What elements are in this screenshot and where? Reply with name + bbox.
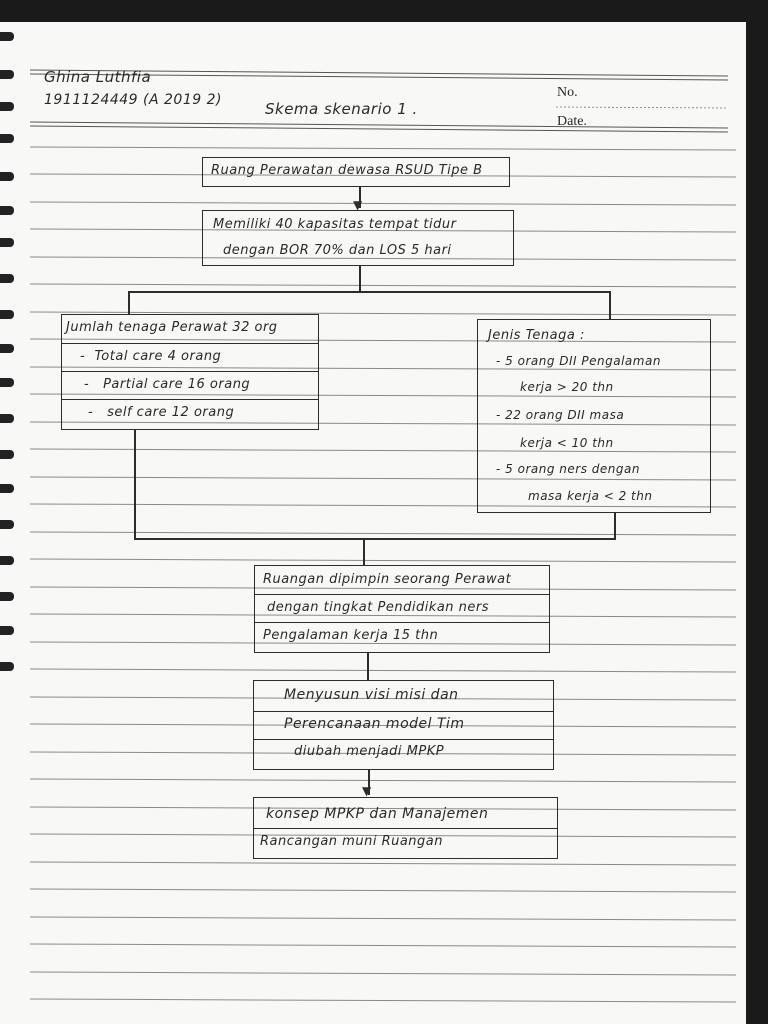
pimpin-box	[254, 565, 550, 653]
visi-misi-line: Menyusun visi misi dan	[284, 687, 459, 703]
student-id: 1911124449 (A 2019 2)	[44, 92, 222, 108]
kapasitas-box	[202, 210, 514, 266]
jumlah-item: - Total care 4 orang	[80, 349, 222, 364]
visi-misi-line: Perencanaan model Tim	[284, 716, 465, 732]
connector-line	[363, 538, 365, 566]
pimpin-line: Pengalaman kerja 15 thn	[263, 628, 439, 643]
connector-line	[367, 652, 369, 681]
connector-line	[134, 429, 136, 539]
connector-line	[359, 265, 361, 292]
date-label: Date.	[557, 114, 587, 129]
connector-line	[609, 291, 611, 319]
connector-line	[128, 291, 610, 293]
jenis-line: kerja < 10 thn	[520, 436, 614, 450]
connector-line	[614, 512, 616, 539]
jenis-line: - 22 orang DII masa	[496, 408, 625, 422]
jumlah-tenaga-box	[61, 314, 319, 430]
jenis-line: - 5 orang DII Pengalaman	[496, 354, 661, 368]
no-label: No.	[557, 85, 578, 100]
ruang-perawatan-text: Ruang Perawatan dewasa RSUD Tipe B	[211, 163, 483, 178]
jumlah-item: - self care 12 orang	[88, 405, 235, 420]
visi-misi-box	[253, 680, 554, 770]
jumlah-item: - Partial care 16 orang	[84, 377, 251, 392]
jenis-line: - 5 orang ners dengan	[496, 462, 640, 476]
konsep-mpkp-box	[253, 797, 558, 859]
connector-line	[128, 291, 130, 315]
page-title: Skema skenario 1 .	[265, 100, 418, 118]
pimpin-line: Ruangan dipimpin seorang Perawat	[263, 572, 512, 587]
jenis-line: masa kerja < 2 thn	[528, 489, 653, 503]
arrow-down-icon: ▼	[353, 198, 363, 212]
pimpin-line: dengan tingkat Pendidikan ners	[267, 600, 490, 615]
jenis-tenaga-title: Jenis Tenaga :	[488, 328, 585, 343]
jenis-line: kerja > 20 thn	[520, 380, 614, 394]
konsep-line: Rancangan muni Ruangan	[260, 834, 444, 849]
visi-misi-line: diubah menjadi MPKP	[294, 744, 445, 759]
jenis-tenaga-box	[477, 319, 711, 513]
jumlah-tenaga-title: Jumlah tenaga Perawat 32 org	[66, 320, 278, 335]
arrow-down-icon: ▼	[362, 784, 372, 798]
kapasitas-line-2: dengan BOR 70% dan LOS 5 hari	[223, 243, 452, 258]
connector-line	[134, 538, 616, 540]
kapasitas-line-1: Memiliki 40 kapasitas tempat tidur	[213, 217, 457, 232]
ruang-perawatan-box	[202, 157, 510, 187]
konsep-line: konsep MPKP dan Manajemen	[266, 806, 489, 822]
spiral-binding	[0, 22, 18, 1024]
student-name: Ghina Luthfia	[44, 68, 152, 86]
